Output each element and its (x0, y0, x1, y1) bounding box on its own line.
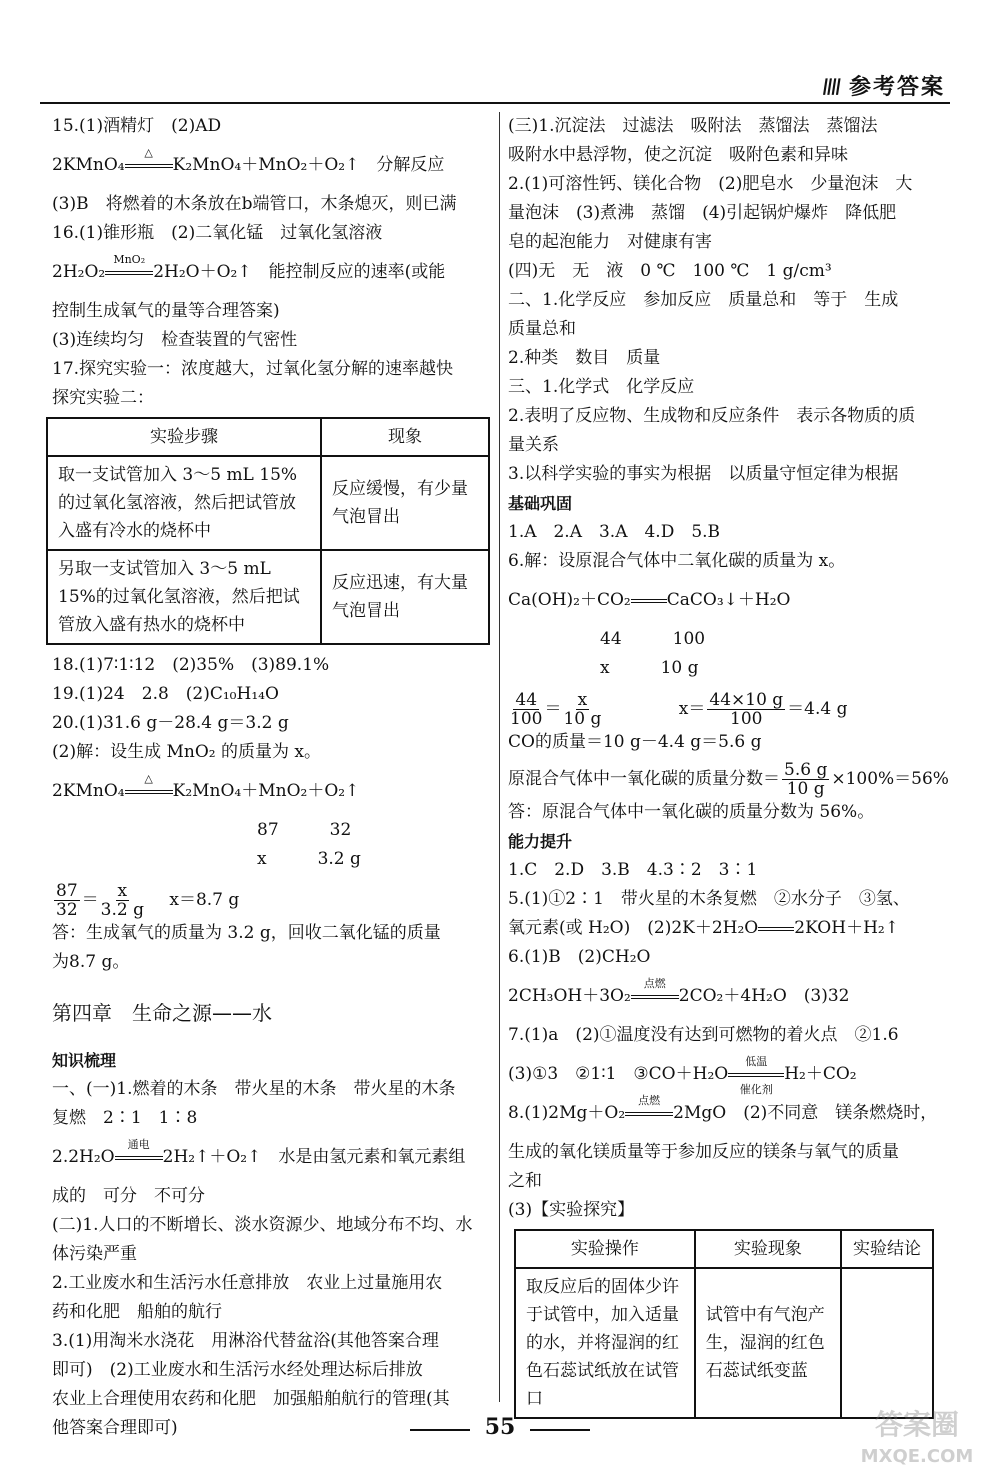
c8b: 生成的氧化镁质量等于参加反应的镁条与氧气的质量 (508, 1142, 899, 1162)
eq-right: K₂MnO₄＋MnO₂＋O₂↑ (172, 781, 360, 801)
eq-left: Ca(OH)₂＋CO₂ (508, 590, 631, 610)
footer-ornament-right (530, 1429, 590, 1431)
table-cell: 反应迅速，有大量气泡冒出 (321, 550, 489, 644)
reaction-arrow (125, 771, 173, 803)
q16: 16.(1)锥形瓶 (2)二氧化锰 过氧化氢溶液 (52, 223, 383, 243)
table-cell: 取一支试管加入 3～5 mL 15%的过氧化氢溶液，然后把试管放入盛有冷水的烧杯中 (47, 456, 321, 550)
r2c: 皂的起泡能力 对健康有害 (508, 232, 712, 252)
b6-x: x＝ (678, 699, 706, 719)
r3: (四)无 无 液 0 ℃ 100 ℃ 1 g/cm³ (508, 261, 832, 281)
reaction-arrow: 点燃 (631, 986, 679, 1008)
eq-left: 2KMnO₄ (52, 781, 125, 801)
table-header: 实验结论 (841, 1230, 933, 1268)
q19: 19.(1)24 2.8 (2)C₁₀H₁₄O (52, 684, 279, 704)
fraction: $\frac{5.6 g}{10 g}$ (784, 760, 828, 799)
reaction-arrow (125, 145, 173, 177)
q20-proportion: $\frac{87}{32}$ ＝ $\frac{x}{3.2 g}$ x＝8.7 g (56, 881, 240, 920)
b6-fraction-line: 原混合气体中一氧化碳的质量分数＝ $\frac{5.6 g}{10 g}$ ×100%＝56% (508, 760, 949, 799)
table-cell: 取反应后的固体少许于试管中，加入适量的水，并将湿润的红色石蕊试纸放在试管口 (515, 1268, 695, 1418)
c8-equation: 8.(1)2Mg＋O₂ 点燃 2MgO (2)不同意 镁条燃烧时， (508, 1093, 938, 1123)
reaction-arrow (105, 252, 153, 284)
q16-eq-cont: 控制生成氧气的量等合理答案) (52, 301, 280, 321)
eq-right: CaCO₃↓＋H₂O (666, 590, 791, 610)
section-advanced: 能力提升 (508, 832, 573, 851)
table-header: 实验步骤 (47, 418, 321, 456)
footer-ornament-left (410, 1429, 470, 1431)
r1b: 吸附水中悬浮物，使之沉淀 吸附色素和异味 (508, 145, 848, 165)
right-column (508, 112, 948, 1419)
k3: (二)1.人口的不断增长、淡水资源少、地域分布不均、水 (52, 1215, 473, 1235)
reaction-condition: △ (144, 145, 153, 159)
q16-3: (3)连续均匀 检查装置的气密性 (52, 330, 298, 350)
table-row (47, 550, 489, 644)
section-basic: 基础巩固 (508, 494, 573, 513)
c7: 7.(1)a (2)①温度没有达到可燃物的着火点 ②1.6 (508, 1025, 899, 1045)
b6-answer: 答：原混合气体中一氧化碳的质量分数为 56%。 (508, 802, 875, 822)
b1: 1.A 2.A 3.A 4.D 5.B (508, 522, 721, 542)
c6: 6.(1)B (2)CH₂O (508, 947, 651, 967)
reaction-arrow: 低温 催化剂 (728, 1064, 784, 1086)
fraction: $\frac{44\times 10 g}{100}$ (709, 690, 784, 729)
fraction: $\frac{44}{100}$ (510, 690, 543, 729)
q15-3: (3)B 将燃着的木条放在b端管口，木条熄灭，则已满 (52, 194, 457, 214)
eq-right: K₂MnO₄＋MnO₂＋O₂↑ 分解反应 (172, 155, 445, 175)
c8d: (3)【实验探究】 (508, 1200, 635, 1220)
chapter-title: 第四章 生命之源——水 (52, 1001, 272, 1025)
table-cell: 另取一支试管加入 3～5 mL 15%的过氧化氢溶液，然后把试管放入盛有热水的烧杯中 (47, 550, 321, 644)
page-number: 55 (484, 1414, 516, 1440)
section-knowledge: 知识梳理 (52, 1051, 117, 1070)
r4b: 质量总和 (508, 319, 576, 339)
c5: 5.(1)①2∶1 带火星的木条复燃 ②水分子 ③氢、 (508, 889, 910, 909)
fraction: $\frac{x}{10 g}$ (563, 690, 602, 729)
reaction-arrow (758, 918, 794, 940)
r4: 二、1.化学反应 参加反应 质量总和 等于 生成 (508, 290, 899, 310)
table-row (47, 456, 489, 550)
eq-left: 2KMnO₄ (52, 155, 125, 175)
experiment-table-1 (46, 417, 490, 645)
eq-right: 2H₂↑＋O₂↑ 水是由氢元素和氧元素组 (162, 1147, 466, 1167)
q20-2: (2)解：设生成 MnO₂ 的质量为 x。 (52, 742, 321, 762)
header (816, 70, 945, 101)
k3b: 体污染严重 (52, 1244, 137, 1264)
q20-m2: x 3.2 g (257, 849, 361, 869)
q16-equation (52, 252, 492, 287)
k2-equation (52, 1137, 492, 1172)
table-row (515, 1268, 933, 1418)
table-cell (841, 1268, 933, 1418)
b6-m2: x 10 g (600, 658, 699, 678)
watermark-logo (842, 1400, 992, 1470)
eq-left: 2H₂O₂ (52, 262, 106, 282)
reaction-condition: △ (144, 771, 153, 785)
q20-equation (52, 771, 492, 806)
q20-answer-2: 为8.7 g。 (52, 952, 130, 972)
q20-m1: 87 32 (257, 820, 352, 840)
fraction: $\frac{87}{32}$ (56, 881, 78, 920)
q20-answer-1: 答：生成氧气的质量为 3.2 g，回收二氧化锰的质量 (52, 923, 441, 943)
r8: 3.以科学实验的事实为根据 以质量守恒定律为根据 (508, 464, 899, 484)
c8c: 之和 (508, 1171, 542, 1191)
k5c: 农业上合理使用农药和化肥 加强船舶航行的管理(其 (52, 1389, 450, 1409)
q15: 15.(1)酒精灯 (2)AD (52, 116, 222, 136)
reaction-condition: 通电 (127, 1137, 150, 1151)
q17-a: 17.探究实验一：浓度越大，过氧化氢分解的速率越快 (52, 359, 454, 379)
reaction-arrow (631, 590, 667, 612)
left-column (52, 112, 492, 1443)
k1b: 复燃 2∶1 1∶8 (52, 1108, 198, 1128)
c6-equation: 2CH₃OH＋3O₂ 点燃 2CO₂＋4H₂O (3)32 (508, 976, 850, 1006)
table-header: 现象 (321, 418, 489, 456)
r5: 2.种类 数目 质量 (508, 348, 661, 368)
reaction-condition: MnO₂ (113, 252, 146, 266)
svg-text:答案圈: 答案圈 (874, 1408, 960, 1441)
table-header: 实验现象 (695, 1230, 841, 1268)
q20: 20.(1)31.6 g－28.4 g＝3.2 g (52, 713, 289, 733)
reaction-arrow: 点燃 (625, 1103, 673, 1125)
reaction-arrow (115, 1137, 163, 1169)
b6-proportion: $\frac{44}{100}$ ＝ $\frac{x}{10 g}$ x＝ $\frac{44\times 10 g}{100}$ ＝4.4 g (510, 690, 848, 729)
q17-b: 探究实验二： (52, 388, 154, 408)
k5: 3.(1)用淘米水浇花 用淋浴代替盆浴(其他答案合理 (52, 1331, 439, 1351)
r7: 2.表明了反应物、生成物和反应条件 表示各物质的质 (508, 406, 916, 426)
k5b: 即可) (2)工业废水和生活污水经处理达标后排放 (52, 1360, 423, 1380)
eq-right: 2H₂O＋O₂↑ 能控制反应的速率(或能 (153, 262, 446, 282)
q15-equation (52, 145, 492, 180)
k5d: 他答案合理即可) (52, 1418, 178, 1438)
k2b: 成的 可分 不可分 (52, 1186, 205, 1206)
b6-x-value: ＝4.4 g (787, 699, 848, 719)
r2b: 量泡沫 (3)煮沸 蒸馏 (4)引起锅炉爆炸 降低肥 (508, 203, 897, 223)
fraction: $\frac{x}{3.2 g}$ (100, 881, 144, 920)
header-stripes: \\\\ (816, 73, 845, 98)
k4b: 药和化肥 船舶的航行 (52, 1302, 222, 1322)
q18: 18.(1)7∶1∶12 (2)35% (3)89.1% (52, 655, 330, 675)
eq-left: 2.2H₂O (52, 1147, 115, 1167)
b6-equation (508, 586, 948, 615)
column-divider (499, 112, 500, 1402)
c5b: 氧元素(或 H₂O) (2)2K＋2H₂O 2KOH＋H₂↑ (508, 918, 899, 938)
r2: 2.(1)可溶性钙、镁化合物 (2)肥皂水 少量泡沫 大 (508, 174, 913, 194)
b6-m1: 44 100 (600, 629, 706, 649)
b6: 6.解：设原混合气体中二氧化碳的质量为 x。 (508, 551, 846, 571)
c7-equation: (3)①3 ②1∶1 ③CO＋H₂O 低温 催化剂 H₂＋CO₂ (508, 1054, 857, 1096)
header-rule (40, 102, 950, 104)
header-title: 参考答案 (848, 75, 945, 100)
b6-co: CO的质量＝10 g－4.4 g＝5.6 g (508, 732, 762, 752)
table-cell: 反应缓慢，有少量气泡冒出 (321, 456, 489, 550)
svg-text:MXQE.COM: MXQE.COM (860, 1446, 974, 1467)
r6: 三、1.化学式 化学反应 (508, 377, 695, 397)
r7b: 量关系 (508, 435, 559, 455)
r1: (三)1.沉淀法 过滤法 吸附法 蒸馏法 蒸馏法 (508, 116, 878, 136)
table-header: 实验操作 (515, 1230, 695, 1268)
c1: 1.C 2.D 3.B 4.3∶2 3∶1 (508, 860, 758, 880)
k4: 2.工业废水和生活污水任意排放 农业上过量施用农 (52, 1273, 443, 1293)
table-cell: 试管中有气泡产生，湿润的红色石蕊试纸变蓝 (695, 1268, 841, 1418)
q20-result: x＝8.7 g (169, 890, 240, 910)
experiment-table-2 (514, 1229, 934, 1419)
k1: 一、(一)1.燃着的木条 带火星的木条 带火星的木条 (52, 1079, 456, 1099)
